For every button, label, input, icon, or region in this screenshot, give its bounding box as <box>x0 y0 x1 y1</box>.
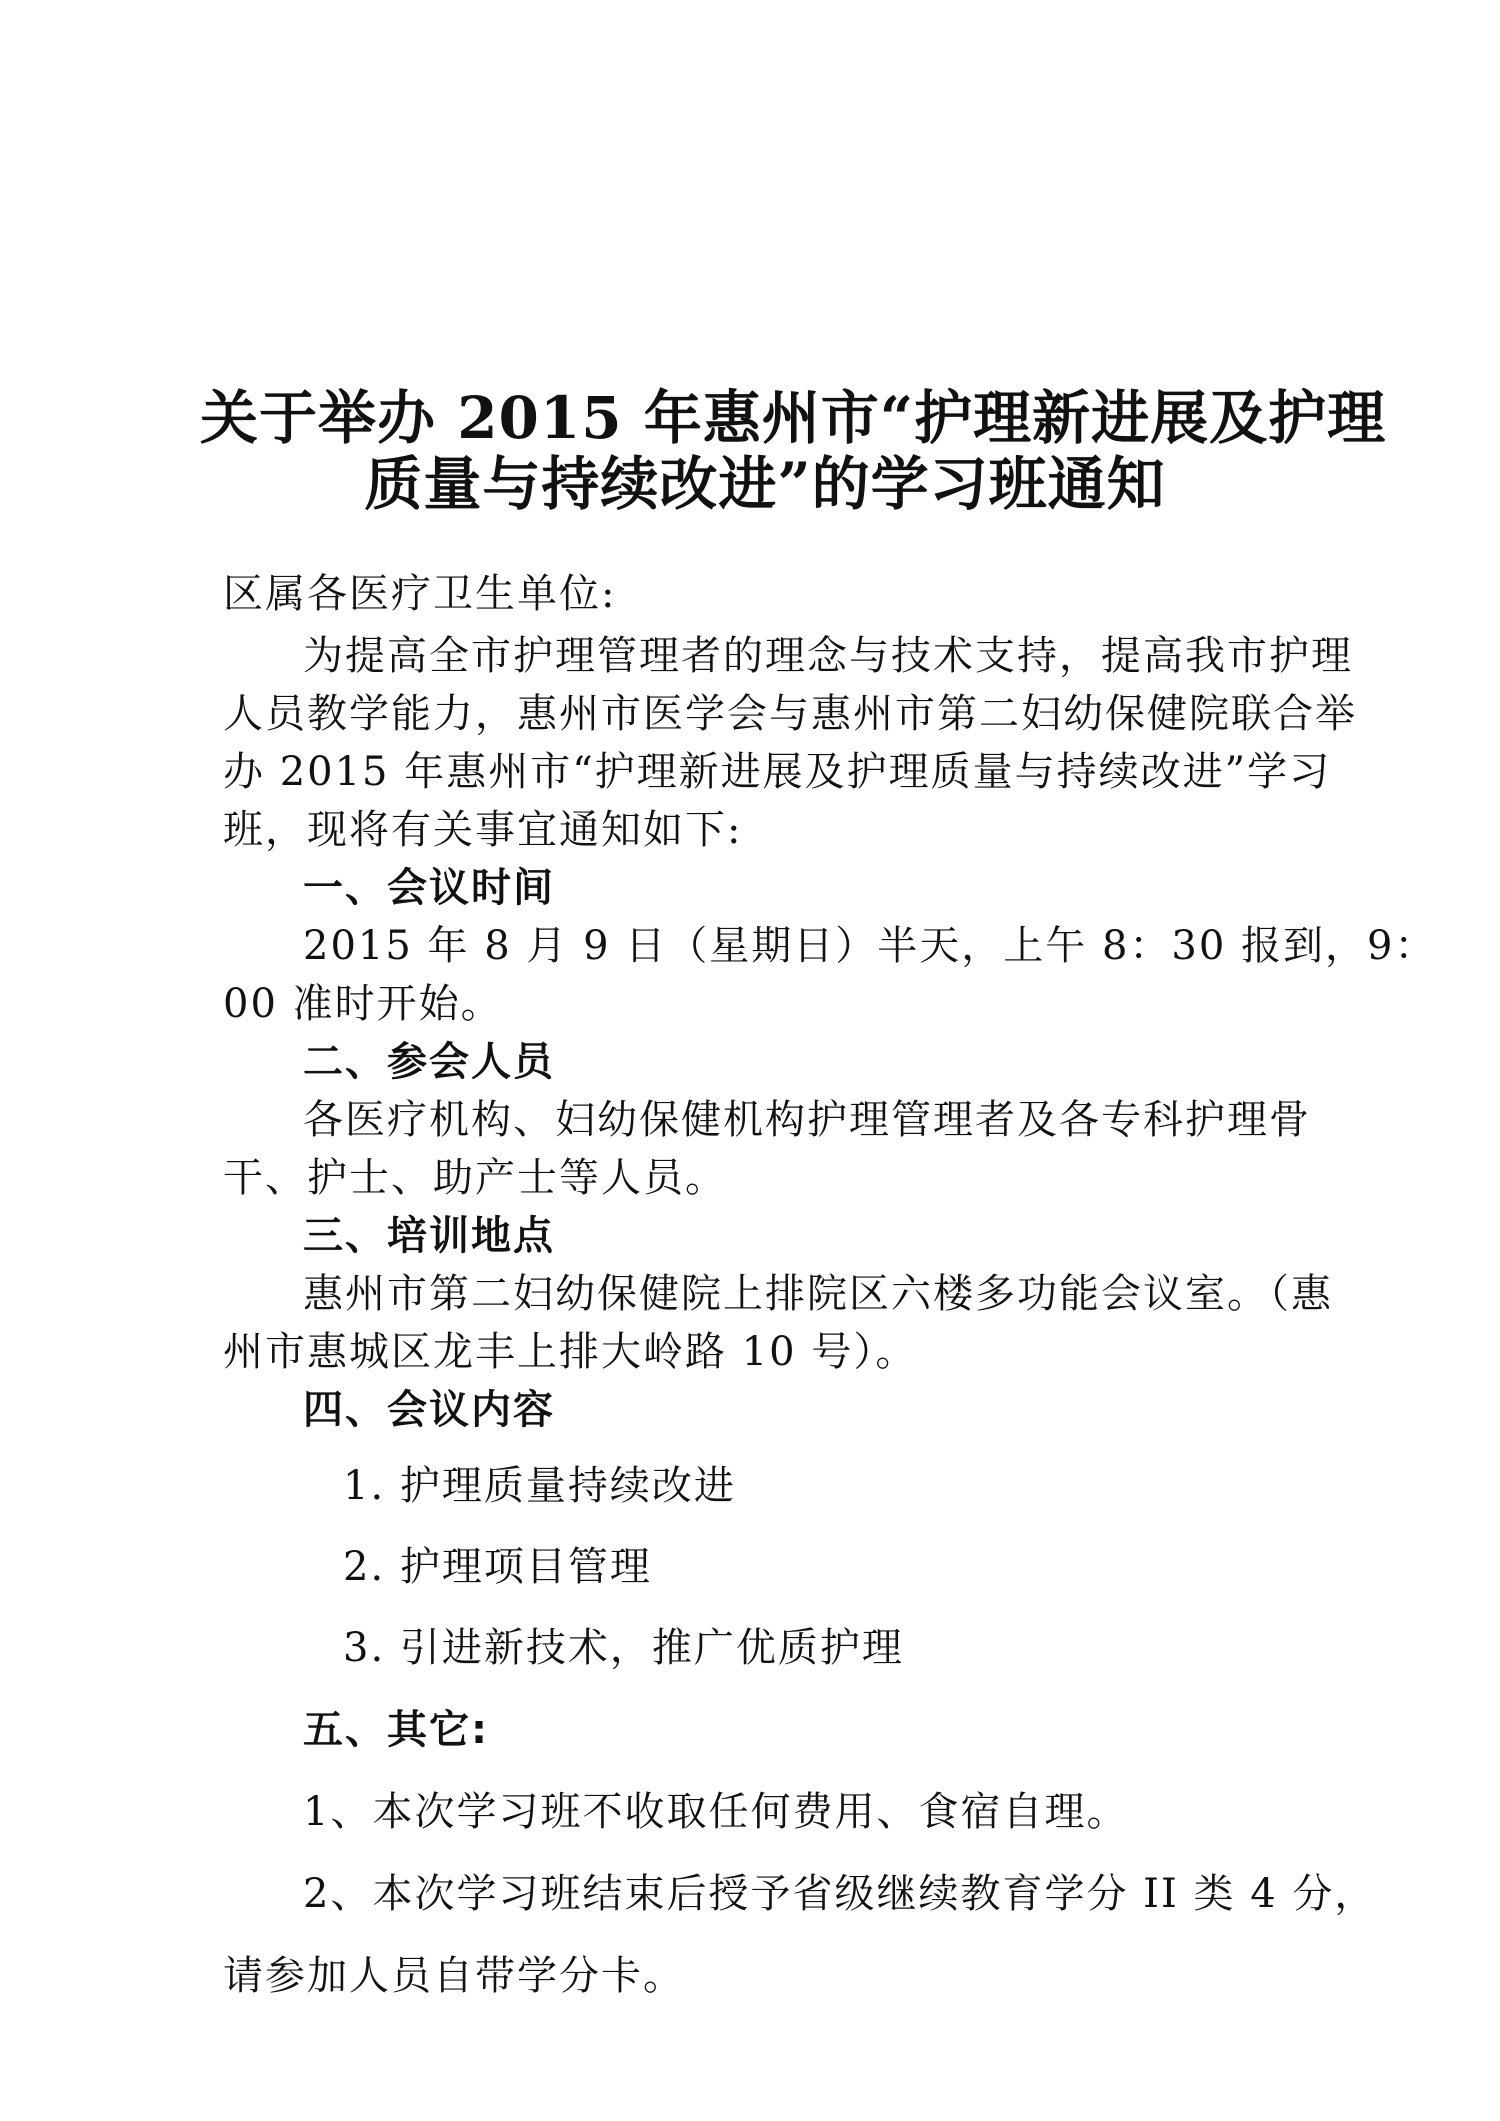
venue-line-2: 州市惠城区龙丰上排大岭路 10 号）。 <box>223 1329 918 1375</box>
section-heading-other: 五、其它: <box>303 1707 489 1753</box>
meeting-time-line-1: 2015 年 8 月 9 日（星期日）半天，上午 8：30 报到，9： <box>303 923 1437 969</box>
other-item-1: 1、本次学习班不收取任何费用、食宿自理。 <box>303 1789 1129 1835</box>
intro-line-3: 办 2015 年惠州市“护理新进展及护理质量与持续改进”学习 <box>223 749 1332 795</box>
meeting-time-line-2: 00 准时开始。 <box>223 981 503 1027</box>
salutation: 区属各医疗卫生单位: <box>223 571 617 617</box>
content-item-3: 3. 引进新技术，推广优质护理 <box>343 1625 904 1671</box>
intro-line-2: 人员教学能力，惠州市医学会与惠州市第二妇幼保健院联合举 <box>223 691 1357 737</box>
intro-line-1: 为提高全市护理管理者的理念与技术支持，提高我市护理 <box>303 633 1353 679</box>
other-item-2-line-2: 请参加人员自带学分卡。 <box>223 1953 685 1999</box>
venue-line-1: 惠州市第二妇幼保健院上排院区六楼多功能会议室。（惠 <box>303 1271 1333 1317</box>
section-heading-content: 四、会议内容 <box>303 1387 555 1433</box>
section-heading-venue: 三、培训地点 <box>303 1213 555 1259</box>
intro-line-4: 班，现将有关事宜通知如下: <box>223 807 743 853</box>
document-title-line-2: 质量与持续改进”的学习班通知 <box>364 450 1166 518</box>
participants-line-1: 各医疗机构、妇幼保健机构护理管理者及各专科护理骨 <box>303 1097 1311 1143</box>
content-item-1: 1. 护理质量持续改进 <box>343 1463 736 1509</box>
other-item-2-line-1: 2、本次学习班结束后授予省级继续教育学分 II 类 4 分， <box>303 1871 1377 1917</box>
section-heading-meeting-time: 一、会议时间 <box>303 865 555 911</box>
participants-line-2: 干、护士、助产士等人员。 <box>223 1155 727 1201</box>
document-title-line-1: 关于举办 2015 年惠州市“护理新进展及护理 <box>200 384 1387 452</box>
content-item-2: 2. 护理项目管理 <box>343 1544 652 1590</box>
section-heading-participants: 二、参会人员 <box>303 1039 555 1085</box>
